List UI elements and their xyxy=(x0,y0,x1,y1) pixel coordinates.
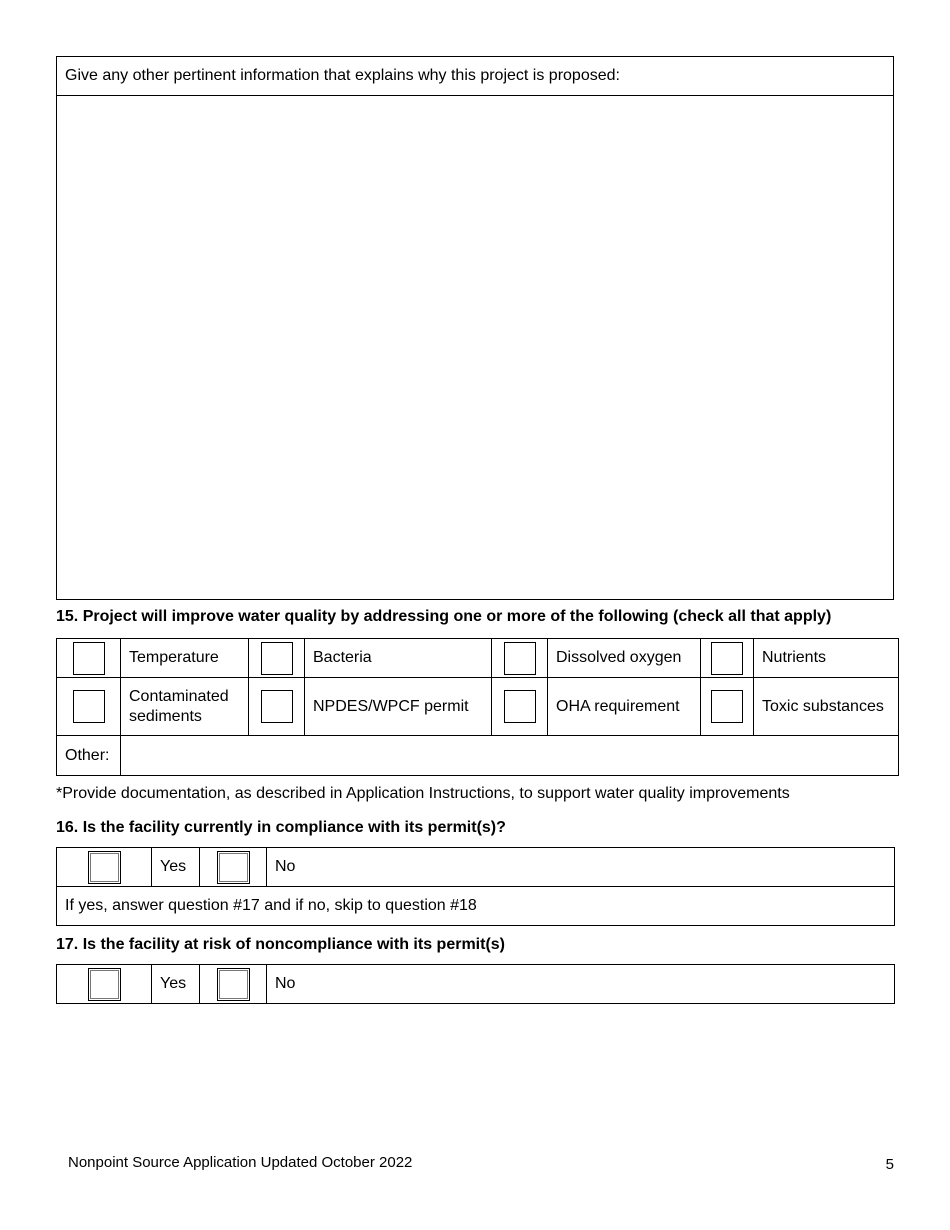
oha-requirement-label: OHA requirement xyxy=(548,678,701,736)
q17-yes-checkbox[interactable] xyxy=(88,968,121,1001)
dissolved-oxygen-checkbox[interactable] xyxy=(504,642,536,675)
bacteria-label: Bacteria xyxy=(305,639,492,678)
q15-documentation-note: *Provide documentation, as described in Application Instructions, to support water quality improvements xyxy=(56,785,790,802)
q17-no-checkbox-cell xyxy=(200,965,267,1004)
temperature-checkbox-cell xyxy=(57,639,121,678)
contaminated-sediments-checkbox-cell xyxy=(57,678,121,736)
q16-yes-checkbox[interactable] xyxy=(88,851,121,884)
npdes-wpcf-permit-checkbox[interactable] xyxy=(261,690,293,723)
pertinent-info-response-area[interactable] xyxy=(57,96,894,600)
q17-no-label: No xyxy=(267,965,895,1004)
bacteria-checkbox-cell xyxy=(249,639,305,678)
q16-no-checkbox[interactable] xyxy=(217,851,250,884)
q16-yes-checkbox-cell xyxy=(57,848,152,887)
dissolved-oxygen-label: Dissolved oxygen xyxy=(548,639,701,678)
q16-no-label: No xyxy=(267,848,895,887)
toxic-substances-checkbox-cell xyxy=(701,678,754,736)
npdes-wpcf-permit-label: NPDES/WPCF permit xyxy=(305,678,492,736)
q17-table xyxy=(56,964,895,1004)
temperature-checkbox[interactable] xyxy=(73,642,105,675)
contaminated-sediments-checkbox[interactable] xyxy=(73,690,105,723)
q17-no-checkbox[interactable] xyxy=(217,968,250,1001)
dissolved-oxygen-checkbox-cell xyxy=(492,639,548,678)
other-label: Other: xyxy=(57,736,121,776)
q16-yes-label: Yes xyxy=(152,848,200,887)
pertinent-info-table xyxy=(56,56,894,600)
other-input[interactable] xyxy=(121,736,899,776)
nutrients-label: Nutrients xyxy=(754,639,899,678)
bacteria-checkbox[interactable] xyxy=(261,642,293,675)
oha-requirement-checkbox-cell xyxy=(492,678,548,736)
q15-options-table xyxy=(56,638,899,776)
q17-yes-label: Yes xyxy=(152,965,200,1004)
contaminated-sediments-label: Contaminated sediments xyxy=(121,678,249,736)
pertinent-info-prompt: Give any other pertinent information that explains why this project is proposed: xyxy=(57,57,894,96)
q17-title: 17. Is the facility at risk of noncompliance with its permit(s) xyxy=(56,936,505,953)
q16-title: 16. Is the facility currently in compliance with its permit(s)? xyxy=(56,819,506,836)
toxic-substances-label: Toxic substances xyxy=(754,678,899,736)
q15-title: 15. Project will improve water quality by addressing one or more of the following (check all that apply) xyxy=(56,608,832,625)
page-number: 5 xyxy=(885,1156,894,1173)
q16-no-checkbox-cell xyxy=(200,848,267,887)
nutrients-checkbox[interactable] xyxy=(711,642,743,675)
nutrients-checkbox-cell xyxy=(701,639,754,678)
toxic-substances-checkbox[interactable] xyxy=(711,690,743,723)
q16-table xyxy=(56,847,895,926)
q17-yes-checkbox-cell xyxy=(57,965,152,1004)
temperature-label: Temperature xyxy=(121,639,249,678)
footer-text: Nonpoint Source Application Updated October 2022 xyxy=(68,1154,413,1171)
q16-instruction: If yes, answer question #17 and if no, skip to question #18 xyxy=(57,887,895,926)
oha-requirement-checkbox[interactable] xyxy=(504,690,536,723)
npdes-wpcf-permit-checkbox-cell xyxy=(249,678,305,736)
